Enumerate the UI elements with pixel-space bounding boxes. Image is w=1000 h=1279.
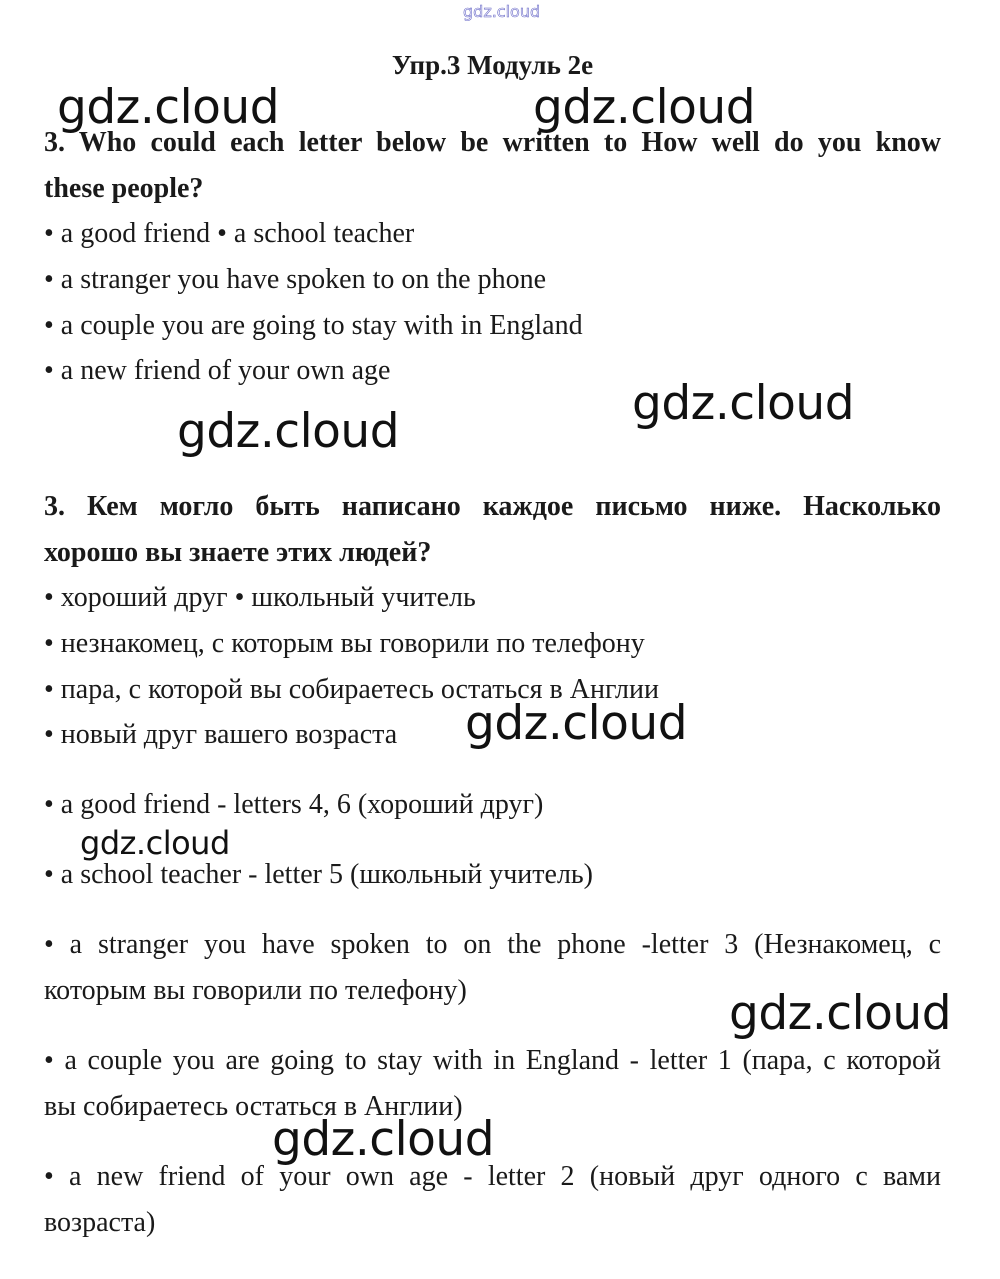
russian-item: • хороший друг • школьный учитель [44,582,476,613]
english-item: • a new friend of your own age [44,355,391,386]
answer-line-continued: вы собираетесь остаться в Англии) [44,1091,463,1122]
russian-heading-line-2: хорошо вы знаете этих людей? [44,537,432,568]
russian-heading-line-1: 3. Кем могло быть написано каждое письмо ниже. Насколько [44,491,941,522]
english-item: • a good friend • a school teacher [44,218,415,249]
russian-item: • новый друг вашего возраста [44,719,398,750]
top-watermark: gdz.cloud [463,2,541,21]
answer-line: • a new friend of your own age - letter 2 (новый друг одного с вами [44,1161,941,1192]
answer-line-continued: возраста) [44,1207,156,1238]
answer-line: • a school teacher - letter 5 (школьный учитель) [44,859,594,890]
english-item: • a stranger you have spoken to on the phone [44,264,547,295]
english-item: • a couple you are going to stay with in England [44,310,583,341]
watermark: gdz.cloud [533,80,756,135]
russian-item: • пара, с которой вы собираетесь остаться в Англии [44,674,659,705]
watermark: gdz.cloud [177,404,400,459]
page-title: Упр.3 Модуль 2е [391,50,594,80]
watermark: gdz.cloud [632,376,855,431]
watermark: gdz.cloud [465,696,688,751]
english-heading-line-2: these people? [44,173,204,204]
watermark: gdz.cloud [272,1112,495,1167]
russian-item: • незнакомец, с которым вы говорили по телефону [44,628,645,659]
answer-line: • a good friend - letters 4, 6 (хороший друг) [44,789,544,820]
answer-line: • a stranger you have spoken to on the phone -letter 3 (Незнакомец, с [44,929,941,960]
watermark: gdz.cloud [80,824,230,862]
english-heading-line-1: 3. Who could each letter below be written to How well do you know [44,127,941,158]
watermark: gdz.cloud [57,80,280,135]
answer-line: • a couple you are going to stay with in England - letter 1 (пара, с которой [44,1045,941,1076]
watermark: gdz.cloud [729,986,952,1041]
answer-line-continued: которым вы говорили по телефону) [44,975,467,1006]
